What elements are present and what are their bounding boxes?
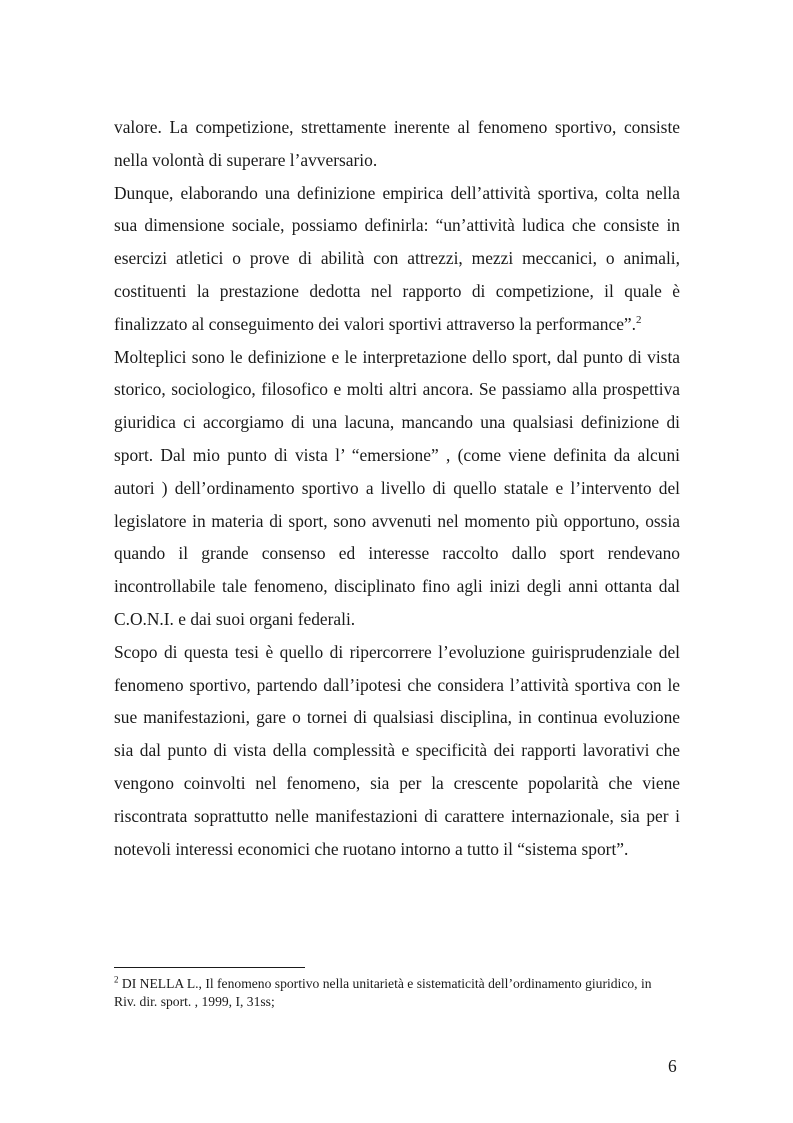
footnote-reference[interactable]: 2 xyxy=(636,313,642,326)
footnote-divider xyxy=(114,967,305,968)
paragraph-4: Scopo di questa tesi è quello di ripercorrere l’evoluzione guirisprudenziale del fenomeno sportivo, partendo dall’ipotesi che considera l’attività sportiva con le sue manifestazioni, gare o tornei di qualsiasi disciplina, in continua evoluzione sia dal punto di vista della complessità e specificità dei rapporti lavorativi che vengono coinvolti nel fenomeno, sia per la crescente popolarità che viene riscontrata soprattutto nelle manifestazioni di carattere internazionale, sia per i notevoli interessi economici che ruotano intorno a tutto il “sistema sport”. xyxy=(114,641,680,859)
paragraph-2 xyxy=(114,177,680,341)
paragraph-2-text: Dunque, elaborando una definizione empirica dell’attività sportiva, colta nella sua dimensione sociale, possiamo definirla: “un’attività ludica che consiste in esercizi atletici o prove di abilità con attrezzi, mezzi meccanici, o animali, costituenti la prestazione dedotta nel rapporto di competizione, il quale è finalizzato al conseguimento dei valori sportivi attraverso la performance”. xyxy=(114,182,680,334)
footnote-text: DI NELLA L., Il fenomeno sportivo nella unitarietà e sistematicità dell’ordinamento giuridico, in Riv. dir. sport. , 1999, I, 31ss; xyxy=(114,976,652,1009)
footnote xyxy=(114,975,674,1010)
paragraph-1: valore. La competizione, strettamente inerente al fenomeno sportivo, consiste nella volontà di superare l’avversario. xyxy=(114,117,680,170)
body-text xyxy=(114,111,680,865)
paragraph-3: Molteplici sono le definizione e le interpretazione dello sport, dal punto di vista storico, sociologico, filosofico e molti altri ancora. Se passiamo alla prospettiva giuridica ci accorgiamo di una lacuna, mancando una qualsiasi definizione di sport. Dal mio punto di vista l’ “emersione” , (come viene definita da alcuni autori ) dell’ordinamento sportivo a livello di quello statale e l’intervento del legislatore in materia di sport, sono avvenuti nel momento più opportuno, ossia quando il grande consenso ed interesse raccolto dallo sport rendevano incontrollabile tale fenomeno, disciplinato fino agli inizi degli anni ottanta dal C.O.N.I. e dai suoi organi federali. xyxy=(114,346,680,629)
page-number: 6 xyxy=(668,1056,677,1076)
footnote-number: 2 xyxy=(114,974,119,985)
